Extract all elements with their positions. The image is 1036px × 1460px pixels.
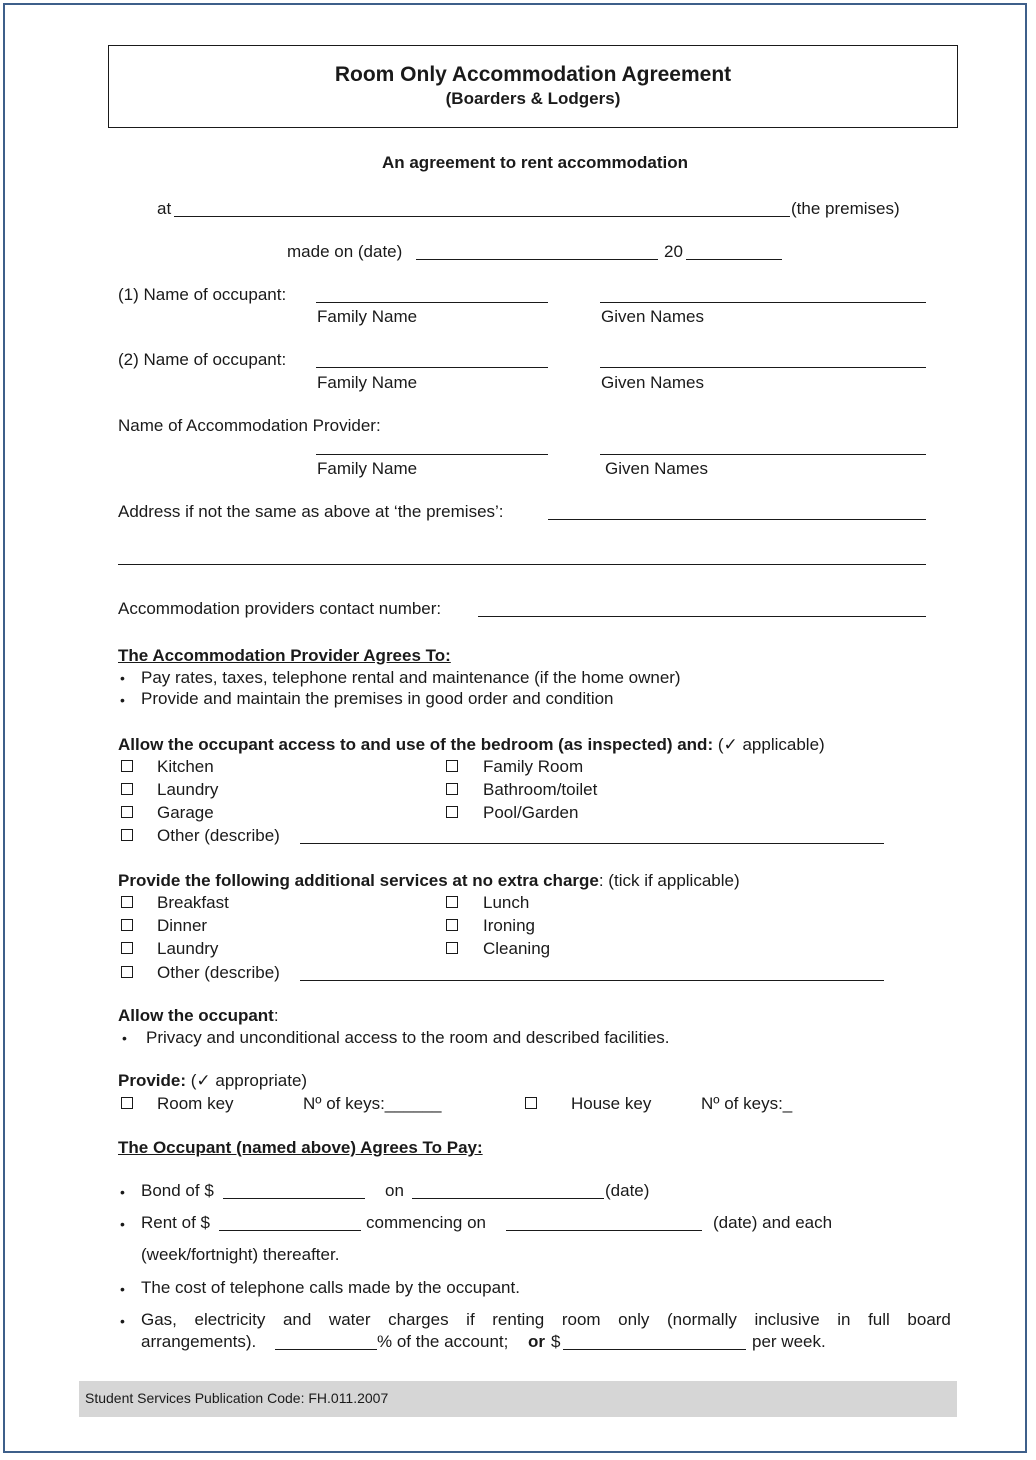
- rent-cont: (week/fortnight) thereafter.: [141, 1245, 340, 1264]
- bond-date-label: (date): [605, 1181, 650, 1200]
- access-heading-bold: Allow the occupant access to and use of the bedroom (as inspected) and:: [118, 735, 714, 754]
- premises-suffix: (the premises): [791, 199, 900, 218]
- allow-occupant-item: Privacy and unconditional access to the room and described facilities.: [146, 1028, 670, 1047]
- gas-word: board: [907, 1310, 951, 1329]
- service-breakfast-label: Breakfast: [157, 893, 229, 912]
- title-box: [108, 45, 958, 128]
- rent-amount-field[interactable]: [219, 1230, 361, 1231]
- service-other-field[interactable]: [300, 980, 884, 981]
- gas-word: (normally: [666, 1310, 737, 1329]
- room-key-label: Room key: [157, 1094, 234, 1113]
- gas-word: room: [561, 1310, 601, 1329]
- occupant2-label: (2) Name of occupant:: [118, 350, 287, 369]
- bullet: •: [120, 1184, 125, 1200]
- kitchen-checkbox[interactable]: [121, 760, 133, 772]
- gas-word: full: [868, 1310, 890, 1329]
- bond-on-label: on: [385, 1181, 404, 1200]
- provider-family-field[interactable]: [316, 454, 548, 455]
- address-field-line2[interactable]: [118, 564, 926, 565]
- bond-date-field[interactable]: [412, 1198, 604, 1199]
- access-bathroom-label: Bathroom/toilet: [483, 780, 598, 799]
- gas-word: inclusive: [754, 1310, 820, 1329]
- service-other-checkbox[interactable]: [121, 966, 133, 978]
- document-title: Room Only Accommodation Agreement: [334, 63, 732, 86]
- occupant2-family-caption: Family Name: [317, 373, 418, 392]
- bullet: •: [120, 1313, 125, 1329]
- bond-label: Bond of $: [141, 1181, 214, 1200]
- laundry-checkbox[interactable]: [121, 783, 133, 795]
- ironing-checkbox[interactable]: [446, 919, 458, 931]
- gas-word: and: [282, 1310, 312, 1329]
- service-ironing-label: Ironing: [483, 916, 535, 935]
- gas-dollar: $: [551, 1332, 561, 1351]
- allow-occupant-heading-bold: Allow the occupant: [118, 1006, 274, 1025]
- occupant2-given-caption: Given Names: [601, 373, 704, 392]
- house-key-checkbox[interactable]: [525, 1097, 537, 1109]
- occupant1-given-field[interactable]: [600, 302, 926, 303]
- made-on-date-field[interactable]: [416, 259, 658, 260]
- gas-word: charges: [388, 1310, 449, 1329]
- access-pool-label: Pool/Garden: [483, 803, 579, 822]
- bullet: •: [120, 670, 125, 686]
- occupant1-family-field[interactable]: [316, 302, 548, 303]
- provider-agrees-item-1: Pay rates, taxes, telephone rental and maintenance (if the home owner): [141, 668, 681, 687]
- family-room-checkbox[interactable]: [446, 760, 458, 772]
- gas-cont-a: arrangements).: [141, 1332, 257, 1351]
- service-laundry-label: Laundry: [157, 939, 219, 958]
- occupant1-given-caption: Given Names: [601, 307, 704, 326]
- service-dinner-label: Dinner: [157, 916, 208, 935]
- cleaning-checkbox[interactable]: [446, 942, 458, 954]
- gas-item-line1: [141, 1310, 951, 1330]
- service-other-label: Other (describe): [157, 963, 280, 982]
- provider-agrees-heading: The Accommodation Provider Agrees To:: [118, 646, 451, 665]
- provider-family-caption: Family Name: [317, 459, 418, 478]
- house-key-label: House key: [571, 1094, 652, 1113]
- provide-keys-heading-bold: Provide:: [118, 1071, 187, 1090]
- document-subtitle: (Boarders & Lodgers): [445, 89, 621, 108]
- rent-date-each-label: (date) and each: [713, 1213, 833, 1232]
- bullet: •: [120, 1216, 125, 1232]
- house-keys-count[interactable]: Nº of keys:_: [701, 1094, 793, 1113]
- rent-commencing-label: commencing on: [366, 1213, 487, 1232]
- room-key-checkbox[interactable]: [121, 1097, 133, 1109]
- made-on-year-prefix: 20: [664, 242, 683, 261]
- footer-bar: [79, 1381, 957, 1417]
- services-heading-bold: Provide the following additional services at no extra charge: [118, 871, 599, 890]
- publication-code: Student Services Publication Code: FH.011.2007: [85, 1390, 389, 1406]
- garage-checkbox[interactable]: [121, 806, 133, 818]
- rent-label: Rent of $: [141, 1213, 210, 1232]
- room-keys-count[interactable]: Nº of keys:______: [303, 1094, 442, 1113]
- access-garage-label: Garage: [157, 803, 214, 822]
- agreement-heading: An agreement to rent accommodation: [381, 153, 689, 172]
- address-label: Address if not the same as above at ‘the premises’:: [118, 502, 504, 521]
- address-field-line1[interactable]: [548, 519, 926, 520]
- access-heading: [118, 735, 825, 755]
- provider-agrees-item-2: Provide and maintain the premises in good order and condition: [141, 689, 614, 708]
- gas-word: water: [328, 1310, 371, 1329]
- gas-word: if: [466, 1310, 475, 1329]
- access-family-room-label: Family Room: [483, 757, 584, 776]
- provide-keys-heading: [118, 1071, 307, 1091]
- access-kitchen-label: Kitchen: [157, 757, 214, 776]
- rent-date-field[interactable]: [506, 1230, 702, 1231]
- occupant1-label: (1) Name of occupant:: [118, 285, 287, 304]
- pool-garden-checkbox[interactable]: [446, 806, 458, 818]
- provider-given-field[interactable]: [600, 454, 926, 455]
- access-other-checkbox[interactable]: [121, 829, 133, 841]
- gas-word: renting: [492, 1310, 545, 1329]
- bullet: •: [120, 692, 125, 708]
- provide-keys-heading-note: (✓ appropriate): [190, 1071, 308, 1090]
- provider-name-label: Name of Accommodation Provider:: [118, 416, 381, 435]
- gas-cont-b: % of the account;: [377, 1332, 509, 1351]
- access-heading-note: (✓ applicable): [717, 735, 825, 754]
- bullet: •: [122, 1030, 127, 1046]
- premises-field[interactable]: [174, 216, 790, 217]
- breakfast-checkbox[interactable]: [121, 896, 133, 908]
- occupant1-family-caption: Family Name: [317, 307, 418, 326]
- bullet: •: [120, 1281, 125, 1297]
- provider-given-caption: Given Names: [605, 459, 708, 478]
- contact-label: Accommodation providers contact number:: [118, 599, 442, 618]
- premises-at-label: at: [157, 199, 172, 218]
- bathroom-checkbox[interactable]: [446, 783, 458, 795]
- allow-occupant-heading: [118, 1006, 279, 1026]
- access-other-label: Other (describe): [157, 826, 280, 845]
- allow-occupant-heading-colon: :: [273, 1006, 279, 1025]
- lunch-checkbox[interactable]: [446, 896, 458, 908]
- service-cleaning-label: Cleaning: [483, 939, 551, 958]
- services-heading-note: : (tick if applicable): [598, 871, 740, 890]
- occupant2-given-field[interactable]: [600, 367, 926, 368]
- made-on-label: made on (date): [287, 242, 403, 261]
- page-border: [3, 3, 1027, 1453]
- access-laundry-label: Laundry: [157, 780, 219, 799]
- contact-field[interactable]: [478, 616, 926, 617]
- gas-amount-field[interactable]: [563, 1349, 746, 1350]
- gas-word: only: [618, 1310, 650, 1329]
- service-lunch-label: Lunch: [483, 893, 530, 912]
- gas-percent-field[interactable]: [275, 1349, 377, 1350]
- made-on-year-field[interactable]: [686, 259, 782, 260]
- gas-word: electricity: [194, 1310, 266, 1329]
- occupant-pays-heading: The Occupant (named above) Agrees To Pay:: [118, 1138, 483, 1157]
- gas-per-week: per week.: [752, 1332, 826, 1351]
- gas-or: or: [528, 1332, 545, 1351]
- dinner-checkbox[interactable]: [121, 919, 133, 931]
- service-laundry-checkbox[interactable]: [121, 942, 133, 954]
- occupant2-family-field[interactable]: [316, 367, 548, 368]
- access-other-field[interactable]: [300, 843, 884, 844]
- phone-item: The cost of telephone calls made by the occupant.: [141, 1278, 520, 1297]
- services-heading: [118, 871, 740, 891]
- gas-word: in: [837, 1310, 851, 1329]
- bond-amount-field[interactable]: [223, 1198, 365, 1199]
- gas-word: Gas,: [141, 1310, 177, 1329]
